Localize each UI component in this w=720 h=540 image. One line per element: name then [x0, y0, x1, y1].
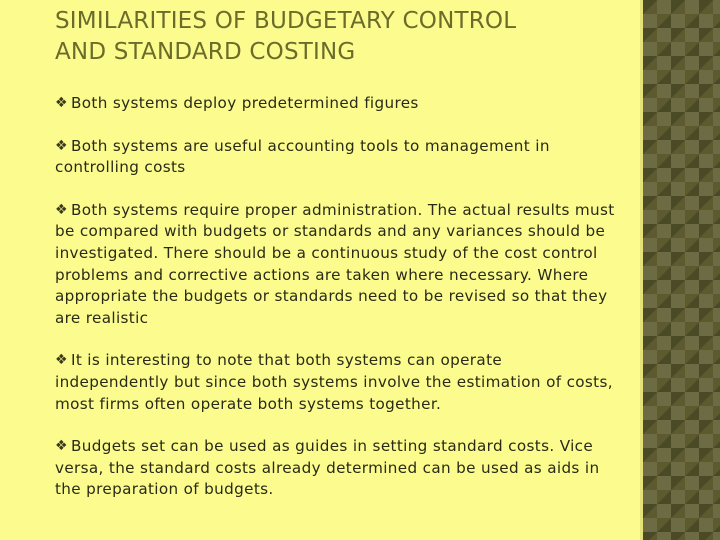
bullet-text-1: Both systems deploy predetermined figures	[71, 94, 419, 112]
bullet-list	[55, 93, 615, 522]
diamond-star-bullet-icon: ❖	[55, 352, 68, 369]
bullet-text-5: Budgets set can be used as guides in setting standard costs. Vice versa, the standard costs already determined can be used as aids in the preparation of budgets.	[55, 437, 600, 499]
bullet-item-4	[55, 350, 615, 415]
diamond-star-bullet-icon: ❖	[55, 95, 68, 111]
bullet-text-4: It is interesting to note that both systems can operate independently but since both systems involve the estimation of costs, most firms often operate both systems together.	[55, 351, 613, 413]
decorative-side-band	[643, 0, 720, 540]
bullet-item-1	[55, 93, 615, 115]
bullet-text-3: Both systems require proper administration. The actual results must be compared with budgets or standards and any variances should be investigated. There should be a continuous study of the cost control problems and corrective actions are taken where necessary. Where appropriate the budgets or standards need to be revised so that they are realistic	[55, 200, 615, 327]
slide-title	[55, 6, 630, 68]
bullet-item-5	[55, 436, 615, 501]
bullet-item-3	[55, 200, 615, 330]
diamond-star-bullet-icon: ❖	[55, 438, 68, 455]
diamond-star-bullet-icon: ❖	[55, 137, 68, 154]
diamond-star-bullet-icon: ❖	[55, 201, 68, 218]
bullet-item-2	[55, 136, 615, 179]
slide-title-line-1: SIMILARITIES OF BUDGETARY CONTROL	[55, 8, 517, 34]
slide-title-line-2: AND STANDARD COSTING	[55, 39, 356, 65]
bullet-text-2: Both systems are useful accounting tools to management in controlling costs	[55, 136, 550, 177]
